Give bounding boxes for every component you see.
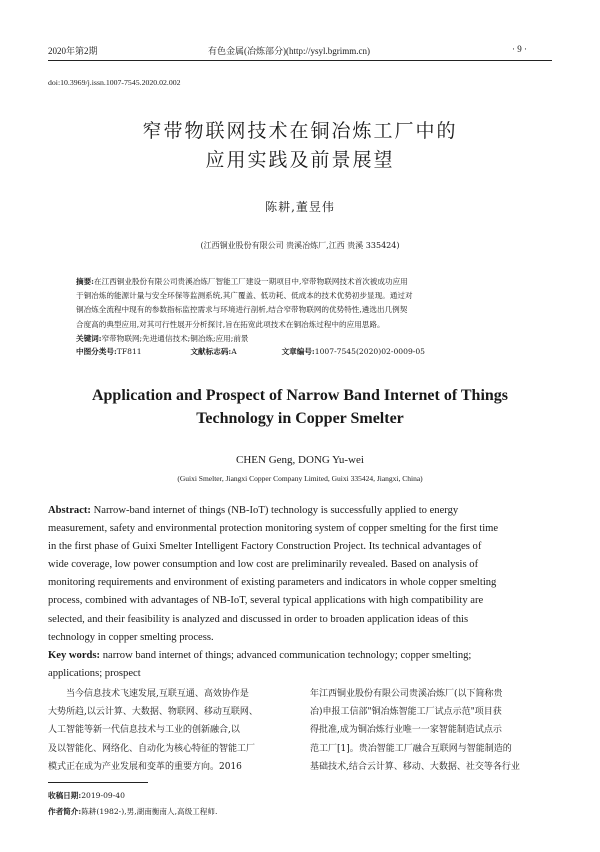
abstract-cn-line: 铜冶炼全流程中现有的参数指标监控需求与环境进行剖析,结合窄带物联网的优势特性,遴选出几例契 [76,305,408,315]
affiliation-cn: (江西铜业股份有限公司 贵溪冶炼厂,江西 贵溪 335424) [200,241,400,250]
abstract-en [48,502,552,683]
abstract-en-label: Abstract: [48,505,91,516]
body-line: 人工智能等新一代信息技术与工业的创新融合,以 [48,725,240,736]
abstract-en-line: measurement, safety and environmental protection monitoring system of copper smelting for the first time [48,523,499,535]
abstract-cn-line: 合度高的典型应用,对其可行性展开分析探讨,旨在拓宽此项技术在铜冶炼过程中的应用思路。 [76,319,385,329]
title-en-line-1: Application and Prospect of Narrow Band Internet of Things [91,387,509,404]
keywords-en-label: Key words: [48,649,101,661]
body-column-left [48,685,292,776]
abstract-en-line: in the first phase of Guixi Smelter Intelligent Factory Construction Project. Its technical advantages of [48,541,482,553]
received-date: 收稿日期:2019-09-40 [48,791,125,800]
abstract-cn-line: 于铜冶炼的能源计量与安全环保等监测系统,其广覆盖、低功耗、低成本的技术优势初步显现。通过对 [76,291,413,301]
author-bio: 作者简介:陈耕(1982-),男,湖南衡南人,高级工程师. [48,807,218,816]
classification-line: 中图分类号:TF811 文献标志码:A 文章编号:1007-7545(2020)02-0009-05 [76,347,426,356]
keywords-cn-label: 关键词: [76,333,102,343]
title-cn-line-2: 应用实践及前景展望 [205,149,395,171]
keywords-cn: 关键词:窄带物联网;先进通信技术;铜冶炼;应用;前景 [76,333,249,343]
body-line: 当今信息技术飞速发展,互联互通、高效协作是 [66,689,249,699]
title-en-line-2: Technology in Copper Smelter [196,410,404,427]
body-line: 大势所趋,以云计算、大数据、物联网、移动互联网、 [48,707,258,718]
abstract-en-line: wide coverage, low power consumption and low cost are preliminarily revealed. Based on analysis of [48,559,479,571]
doi: doi:10.3969/j.issn.1007-7545.2020.02.002 [48,78,181,87]
article-number: 1007-7545(2020)02-0009-05 [314,347,426,356]
body-line: 年江西铜业股份有限公司贵溪冶炼厂(以下简称贵 [310,689,503,699]
footnote-rule [48,782,148,783]
title-cn-line-1: 窄带物联网技术在铜冶炼工厂中的 [142,120,458,142]
header-rule [48,60,552,61]
abstract-en-line: selected, and their feasibility is analyzed and discussed in order to broaden application ideas of this [48,613,469,625]
journal-name: 有色金属(冶炼部分)(http://ysyl.bgrimm.cn) [208,46,370,56]
abstract-cn-label: 摘要: [76,277,94,286]
abstract-cn [76,275,526,346]
abstract-en-line: process, combined with advantages of NB-IoT, several typical applications with high compatibility are [48,595,484,607]
keywords-en: Key words: narrow band internet of things; advanced communication technology; copper smelting; [48,649,472,661]
body-line: 范工厂[1]。贵冶智能工厂融合互联网与智能制造的 [310,743,512,754]
issue-label: 2020年第2期 [48,46,98,56]
page-number: · 9 · [512,44,527,54]
abstract-en-line: technology in copper smelting process. [48,631,214,643]
authors-en: CHEN Geng, DONG Yu-wei [236,454,364,466]
doc-code: A [231,347,237,356]
abstract-en-line: monitoring requirements and environment of existing parameters and indicators in whole copper smelting [48,577,497,589]
keywords-en-line: applications; prospect [48,667,141,679]
body-column-right [310,685,554,776]
abstract-cn-line: 摘要:在江西铜业股份有限公司贵溪冶炼厂智能工厂建设一期项目中,窄带物联网技术首次被成功应用 [76,277,408,286]
clc-number: TF811 [116,347,142,356]
body-line: 及以智能化、网络化、自动化为核心特征的智能工厂 [48,743,256,754]
body-line: 模式正在成为产业发展和变革的重要方向。2016 [48,761,242,772]
body-line: 基础技术,结合云计算、移动、大数据、社交等各行业 [310,761,520,772]
affiliation-en: (Guixi Smelter, Jiangxi Copper Company Limited, Guixi 335424, Jiangxi, China) [177,474,423,483]
abstract-en-line: Abstract: Narrow-band internet of things (NB-IoT) technology is successfully applied to energy [48,505,459,516]
body-line: 冶)申报工信部"铜冶炼智能工厂试点示范"项目获 [310,707,502,718]
body-line: 得批准,成为铜冶炼行业唯一一家智能制造试点示 [310,725,502,736]
authors-cn: 陈耕,董昱伟 [265,200,335,214]
